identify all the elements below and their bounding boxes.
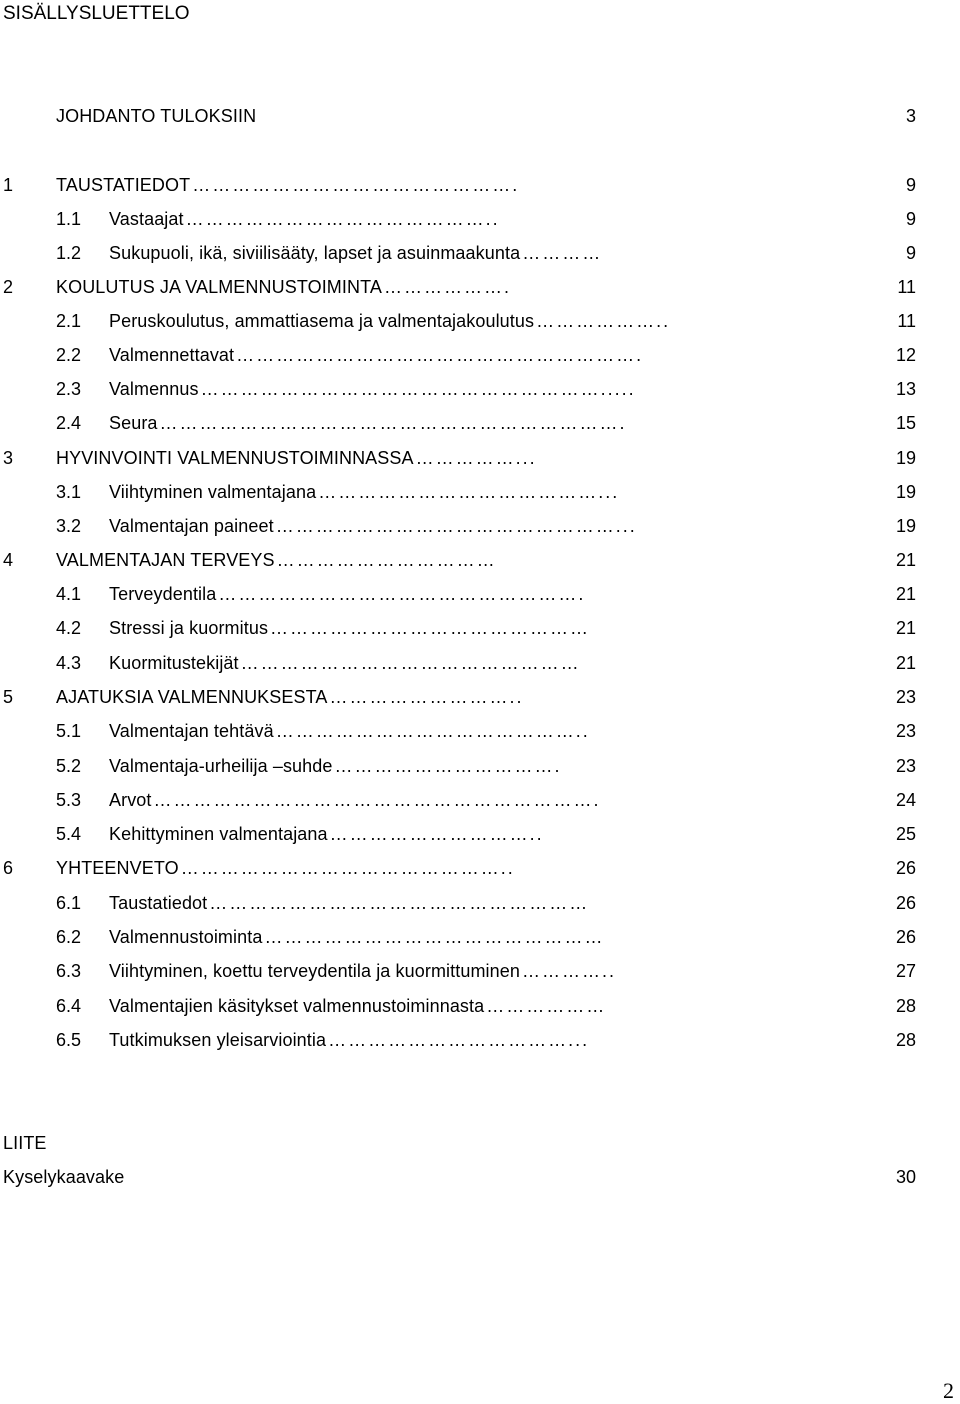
toc-entry-number: 4.3	[56, 653, 82, 673]
toc-entry[interactable]	[0, 103, 960, 129]
toc-entry-title: Valmennus	[109, 379, 199, 399]
toc-entry-page: 19	[895, 516, 916, 536]
toc-entry-number: 4.1	[56, 584, 82, 604]
toc-entry-number: 6.4	[56, 996, 82, 1016]
toc-entry[interactable]	[0, 376, 960, 402]
toc-entry-number: 2.1	[56, 311, 82, 331]
toc-entry[interactable]	[0, 855, 960, 881]
toc-entry-title: Valmentaja-urheilija –suhde	[109, 756, 333, 776]
toc-entry-number: 2.2	[56, 345, 82, 365]
toc-entry-leader: …………………………..	[329, 824, 544, 844]
toc-entry-title: Valmennettavat	[109, 345, 235, 365]
toc-entry[interactable]	[0, 206, 960, 232]
toc-entry-title: Tutkimuksen yleisarviointia	[109, 1030, 327, 1050]
toc-entry-title: Valmentajien käsitykset valmennustoiminnasta	[109, 996, 485, 1016]
toc-entry-leader: ………………………………………………………….	[153, 790, 601, 810]
toc-entry-title: HYVINVOINTI VALMENNUSTOIMINNASSA	[56, 448, 414, 468]
toc-entry[interactable]	[0, 890, 960, 916]
toc-entry-leader: ……………………………………………	[264, 927, 605, 947]
toc-entry-page: 30	[895, 1167, 916, 1187]
toc-entry-page: 28	[895, 996, 916, 1016]
toc-entry-page: 11	[897, 277, 916, 297]
toc-entry-number: 5	[3, 687, 14, 707]
toc-entry-number: 6.2	[56, 927, 82, 947]
toc-entry-number: 1.1	[56, 209, 82, 229]
toc-entry-leader: …………………………….	[334, 756, 562, 776]
toc-entry-leader: ………………	[486, 996, 607, 1016]
toc-entry-page: 26	[895, 927, 916, 947]
toc-entry-leader: ……………………………………………….	[218, 584, 586, 604]
toc-entry-leader: ……………………………………………...	[275, 516, 637, 536]
toc-entry[interactable]	[0, 513, 960, 539]
toc-entry-number: 6.3	[56, 961, 82, 981]
toc-entry[interactable]	[0, 308, 960, 334]
toc-entry-number: 6	[3, 858, 14, 878]
toc-entry[interactable]	[0, 342, 960, 368]
toc-entry-leader: …………..	[521, 961, 616, 981]
toc-entry-leader: ……………….	[383, 277, 511, 297]
toc-entry-title: Stressi ja kuormitus	[109, 618, 269, 638]
toc-entry-page: 21	[895, 653, 916, 673]
toc-entry[interactable]	[0, 1027, 960, 1053]
toc-entry-page: 23	[895, 756, 916, 776]
toc-entry-title: Viihtyminen valmentajana	[109, 482, 317, 502]
toc-entry-page: 27	[895, 961, 916, 981]
toc-entry-leader: ………………………………………….	[192, 175, 520, 195]
page-heading: SISÄLLYSLUETTELO	[3, 3, 190, 24]
toc-entry-page: 21	[895, 550, 916, 570]
toc-entry-number: 6.1	[56, 893, 82, 913]
toc-entry-number: 2	[3, 277, 14, 297]
toc-entry-number: 5.2	[56, 756, 82, 776]
toc-entry-number: 4.2	[56, 618, 82, 638]
toc-entry-number: 6.5	[56, 1030, 82, 1050]
toc-entry-page: 28	[895, 1030, 916, 1050]
toc-entry-page: 11	[897, 311, 916, 331]
toc-entry-leader: …………	[522, 243, 603, 263]
toc-entry-leader: ……………………………………...	[318, 482, 620, 502]
toc-entry-leader: ………………………………………..	[275, 721, 590, 741]
toc-entry[interactable]	[0, 787, 960, 813]
toc-entry-title: AJATUKSIA VALMENNUKSESTA	[56, 687, 328, 707]
toc-entry-page: 26	[895, 858, 916, 878]
toc-entry-title: Viihtyminen, koettu terveydentila ja kuormittuminen	[109, 961, 520, 981]
toc-entry-leader: …………………………………………..	[180, 858, 515, 878]
toc-entry[interactable]	[0, 924, 960, 950]
toc-entry-title: Kehittyminen valmentajana	[109, 824, 328, 844]
toc-entry-title: Peruskoulutus, ammattiasema ja valmentajakoulutus	[109, 311, 535, 331]
toc-entry-page: 19	[895, 482, 916, 502]
toc-entry-leader: ………………..	[536, 311, 671, 331]
toc-entry-leader: …………………………………………	[270, 618, 591, 638]
toc-entry-title: Taustatiedot	[109, 893, 208, 913]
toc-entry-leader: ……………………………	[276, 550, 497, 570]
toc-entry-number: 2.3	[56, 379, 82, 399]
toc-entry[interactable]	[0, 615, 960, 641]
toc-entry-leader: …………………………………………………………….	[159, 413, 627, 433]
toc-entry-page: 19	[895, 448, 916, 468]
toc-entry[interactable]	[0, 240, 960, 266]
toc-entry-page: 25	[895, 824, 916, 844]
toc-entry-page: 13	[895, 379, 916, 399]
toc-entry-leader: ………………………..	[329, 687, 524, 707]
toc-entry-page: 9	[905, 175, 916, 195]
toc-entry-title: JOHDANTO TULOKSIIN	[56, 106, 257, 126]
toc-entry-page: 23	[895, 721, 916, 741]
toc-entry[interactable]	[0, 993, 960, 1019]
toc-entry-page: 9	[905, 209, 916, 229]
toc-entry-page: 24	[895, 790, 916, 810]
toc-entry[interactable]	[0, 274, 960, 300]
toc-entry-leader: ………………………………………..	[185, 209, 500, 229]
toc-entry[interactable]	[0, 753, 960, 779]
toc-entry[interactable]	[0, 581, 960, 607]
toc-entry-number: 5.3	[56, 790, 82, 810]
toc-entry-title: Seura	[109, 413, 158, 433]
toc-entry-leader: …………………………………………………….	[236, 345, 644, 365]
toc-entry-title: VALMENTAJAN TERVEYS	[56, 550, 275, 570]
toc-entry-number: 1	[3, 175, 14, 195]
toc-entry-page: 21	[895, 618, 916, 638]
toc-entry-page: 9	[905, 243, 916, 263]
toc-entry-number: 3	[3, 448, 14, 468]
toc-entry[interactable]	[0, 684, 960, 710]
toc-entry-leader: ……………………………………………	[240, 653, 581, 673]
toc-entry[interactable]	[0, 1164, 960, 1190]
toc-entry-number: 2.4	[56, 413, 82, 433]
toc-entry-page: 23	[895, 687, 916, 707]
toc-entry-page: 26	[895, 893, 916, 913]
toc-entry-page: 21	[895, 584, 916, 604]
toc-entry-title: LIITE	[3, 1133, 47, 1153]
toc-entry-leader: …………………………………………………	[209, 893, 590, 913]
toc-entry[interactable]	[0, 718, 960, 744]
toc-entry[interactable]	[0, 650, 960, 676]
toc-entry-title: Arvot	[109, 790, 152, 810]
toc-entry[interactable]	[0, 958, 960, 984]
page-number: 2	[943, 1378, 954, 1403]
toc-entry[interactable]	[0, 445, 960, 471]
toc-entry[interactable]	[0, 821, 960, 847]
toc-entry-leader: ………………………………...	[328, 1030, 590, 1050]
toc-entry-title: Valmentajan paineet	[109, 516, 274, 536]
toc-entry-title: TAUSTATIEDOT	[56, 175, 191, 195]
toc-entry-title: Sukupuoli, ikä, siviilisääty, lapset ja asuinmaakunta	[109, 243, 521, 263]
toc-entry-page: 15	[895, 413, 916, 433]
toc-entry-title: Valmentajan tehtävä	[109, 721, 274, 741]
toc-entry-number: 5.1	[56, 721, 82, 741]
toc-entry[interactable]	[0, 410, 960, 436]
toc-entry-title: Valmennustoiminta	[109, 927, 263, 947]
toc-entry-title: YHTEENVETO	[56, 858, 179, 878]
toc-entry-page: 3	[905, 106, 916, 126]
toc-entry-number: 3.1	[56, 482, 82, 502]
toc-entry-page: 12	[895, 345, 916, 365]
toc-entry-title: KOULUTUS JA VALMENNUSTOIMINTA	[56, 277, 382, 297]
toc-entry-title: Vastaajat	[109, 209, 184, 229]
toc-entry-title: Kyselykaavake	[3, 1167, 125, 1187]
toc-entry[interactable]	[0, 547, 960, 573]
toc-entry-number: 4	[3, 550, 14, 570]
toc-entry-leader: …………………………………………………….....	[200, 379, 636, 399]
toc-entry-title: Kuormitustekijät	[109, 653, 239, 673]
toc-entry-title: Terveydentila	[109, 584, 217, 604]
toc-entry[interactable]	[0, 479, 960, 505]
toc-entry-number: 5.4	[56, 824, 82, 844]
toc-entry[interactable]	[0, 1130, 960, 1156]
toc-entry-number: 1.2	[56, 243, 82, 263]
toc-entry[interactable]	[0, 172, 960, 198]
toc-entry-leader: ……………...	[415, 448, 537, 468]
toc-entry-number: 3.2	[56, 516, 82, 536]
